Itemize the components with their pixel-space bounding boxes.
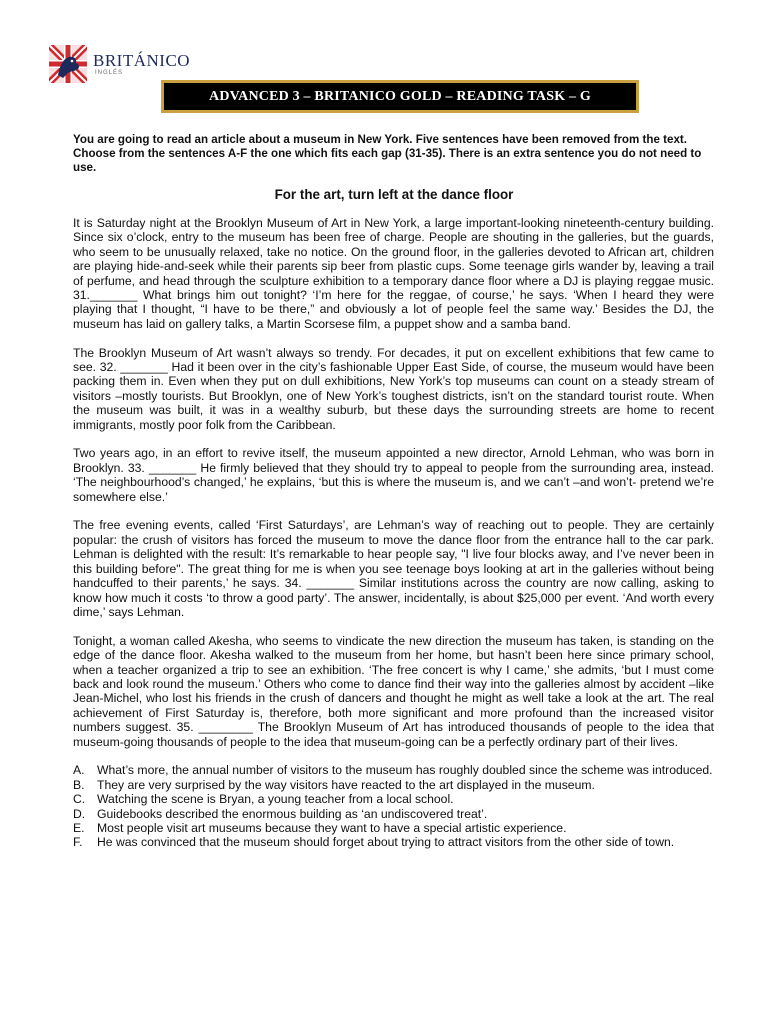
option-letter: E. — [73, 820, 85, 835]
option-item — [73, 821, 714, 835]
title-banner — [161, 80, 639, 113]
option-item — [73, 763, 714, 777]
britanico-logo — [49, 44, 190, 84]
option-item — [73, 835, 714, 849]
article-title: For the art, turn left at the dance floor — [274, 187, 514, 202]
option-letter: B. — [73, 777, 85, 792]
option-letter: A. — [73, 763, 85, 778]
paragraph: The free evening events, called ‘First Saturdays’, are Lehman’s way of reaching out to people. They are certainly popular: the crush of visitors has forced the museum to move the dance floor from the entrance hall to the car park. Lehman is delighted with the result: It’s remarkable to hear people say, "I live four blocks away, and I’ve never been in this building before". The great thing for me is when you see teenage boys looking at art in the galleries without being handcuffed to their parents,’ he says. 34. _______ Similar institutions across the country are now calling, asking to know how much it costs ‘to throw a good party’. The answer, incidentally, is about $25,000 per event. ‘And worth every dime,’ says Lehman. — [73, 518, 714, 619]
option-item — [73, 807, 714, 821]
option-item — [73, 792, 714, 806]
task-instructions: You are going to read an article about a museum in New York. Five sentences have been removed from the text. Choose from the sentences A-F the one which fits each gap (31-35). There is an extra sentence you do not need to use. — [73, 133, 702, 174]
banner-title: ADVANCED 3 – BRITANICO GOLD – READING TASK – G — [164, 83, 636, 110]
logo-subtitle: INGLÉS — [95, 70, 124, 76]
option-item — [73, 778, 714, 792]
option-text: Most people visit art museums because they want to have a special artistic experience. — [97, 820, 567, 835]
paragraph: It is Saturday night at the Brooklyn Museum of Art in New York, a large important-looking nineteenth-century building. Since six o’clock, entry to the museum has been free of charge. People are shouting in the galleries, but the guards, who seem to be unusually relaxed, take no notice. On the ground floor, in the galleries devoted to African art, children are playing hide-and-seek while their parents sip beer from plastic cups. Some teenage girls wander by, leaving a trail of perfume, and head through the sculpture exhibition to a temporary dance floor where a DJ is playing reggae music. 31._______ What brings him out tonight? ‘I’m here for the reggae, of course,’ he says. ‘When I heard they were playing that I thought, “I have to be there,” and obviously a lot of people feel the same way.’ Besides the DJ, the museum has laid on gallery talks, a Martin Scorsese film, a puppet show and a samba band. — [73, 216, 714, 331]
option-text: Watching the scene is Bryan, a young teacher from a local school. — [97, 792, 454, 807]
paragraph: The Brooklyn Museum of Art wasn’t always so trendy. For decades, it put on excellent exhibitions that few came to see. 32. _______ Had it been over in the city’s fashionable Upper East Side, of course, the museum would have been packing them in. Even when they put on dull exhibitions, New York’s top museums can count on a steady stream of visitors –mostly tourists. But Brooklyn, one of New York’s toughest districts, isn’t on the standard tourist route. When the museum was built, it was in a wealthy suburb, but these days the surrounding streets are home to recent immigrants, mostly poor folk from the Caribbean. — [73, 345, 714, 432]
option-text: What’s more, the annual number of visitors to the museum has roughly doubled since the scheme was introduced. — [97, 763, 713, 778]
option-text: They are very surprised by the way visitors have reacted to the art displayed in the museum. — [97, 777, 595, 792]
option-text: Guidebooks described the enormous building as ‘an undiscovered treat’. — [97, 806, 488, 821]
option-letter: D. — [73, 806, 86, 821]
union-flag-lion-icon — [49, 45, 87, 83]
logo-name: BRITÁNICO — [93, 51, 191, 70]
article-body — [73, 216, 714, 850]
option-letter: C. — [73, 792, 86, 807]
option-letter: F. — [73, 835, 83, 850]
paragraph: Two years ago, in an effort to revive itself, the museum appointed a new director, Arnold Lehman, who was born in Brooklyn. 33. _______ He firmly believed that they should try to appeal to people from the surrounding area, instead. ‘The neighbourhood’s changed,’ he explains, ‘but this is where the museum is, and we can’t –and won’t- pretend we’re somewhere else.’ — [73, 446, 714, 504]
answer-options — [73, 763, 714, 849]
paragraph: Tonight, a woman called Akesha, who seems to vindicate the new direction the museum has taken, is standing on the edge of the dance floor. Akesha walked to the museum from her home, but hasn’t been here since primary school, when a teacher organized a trip to see an exhibition. ‘The free concert is why I came,’ she admits, ‘but I must come back and look round the museum.’ Others who come to dance find their way into the galleries almost by accident –like Jean-Michel, who lost his friends in the crush of dancers and thought he might as well take a look at the art. The real achievement of First Saturday is, therefore, both more significant and more profound than the increased visitor numbers suggest. 35. ________ The Brooklyn Museum of Art has introduced thousands of people to the idea that museum-going thousands of people to the idea that museum-going can be a perfectly ordinary part of their lives. — [73, 633, 714, 749]
option-text: He was convinced that the museum should forget about trying to attract visitors from the other side of town. — [97, 835, 675, 850]
